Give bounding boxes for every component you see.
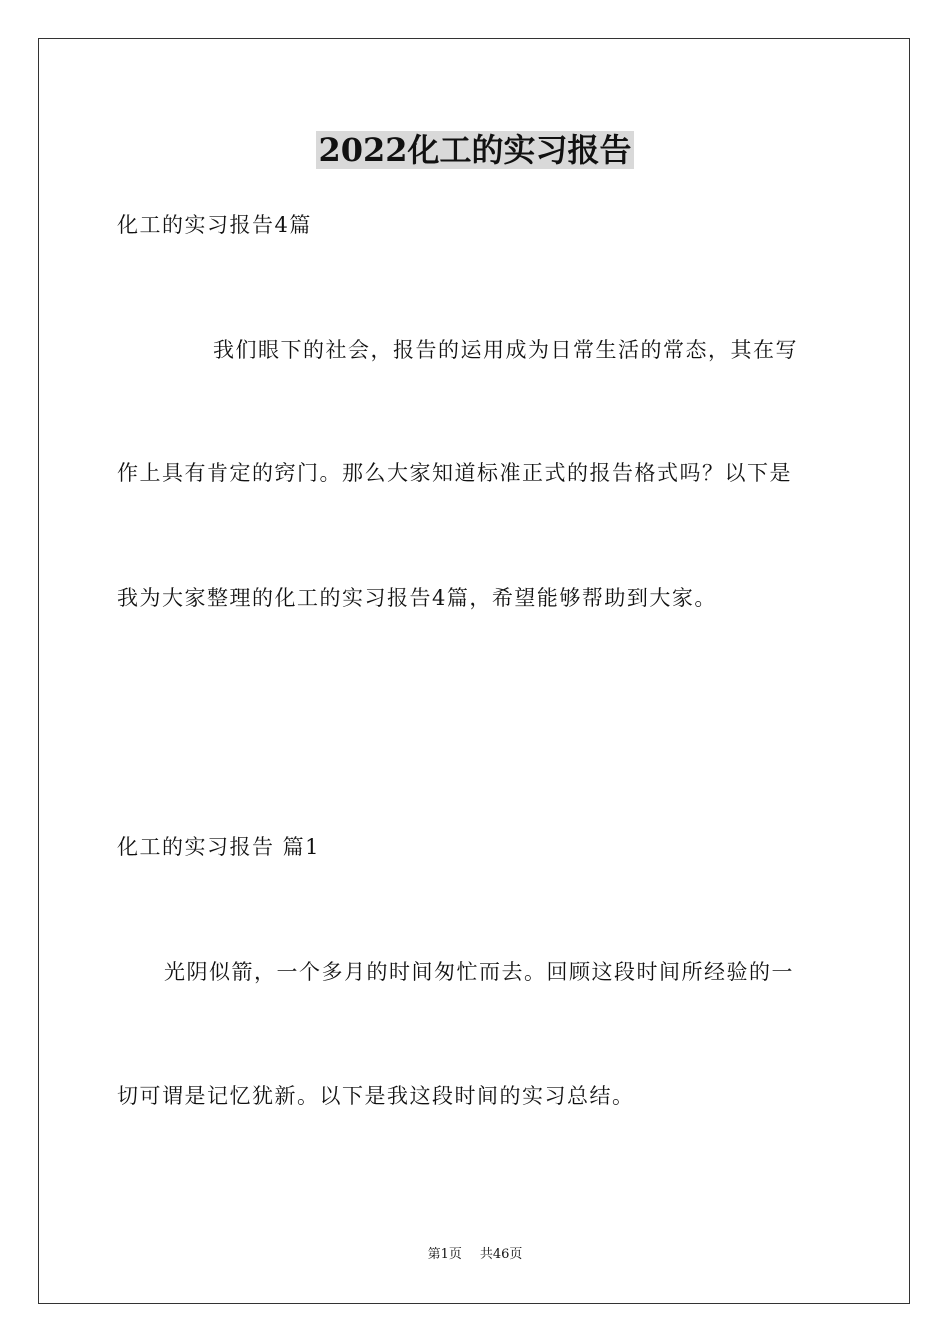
page-total: 共46页 [479,1247,523,1262]
document-title-text: 2022化工的实习报告 [318,131,632,169]
section-paragraph-line-2: 切可谓是记忆犹新。以下是我这段时间的实习总结。 [117,1084,635,1108]
intro-line-1: 我们眼下的社会，报告的运用成为日常生活的常态，其在写 [213,338,798,362]
page-footer [0,1246,950,1264]
document-subtitle: 化工的实习报告4篇 [117,213,312,237]
intro-line-3: 我为大家整理的化工的实习报告4篇，希望能够帮助到大家。 [117,586,717,610]
document-title [0,128,950,172]
intro-line-2: 作上具有肯定的窍门。那么大家知道标准正式的报告格式吗？以下是 [117,461,792,485]
section-heading: 化工的实习报告 篇1 [117,835,321,859]
page-number: 第1页 [427,1247,462,1262]
section-paragraph-line-1: 光阴似箭，一个多月的时间匆忙而去。回顾这段时间所经验的一 [164,960,794,984]
